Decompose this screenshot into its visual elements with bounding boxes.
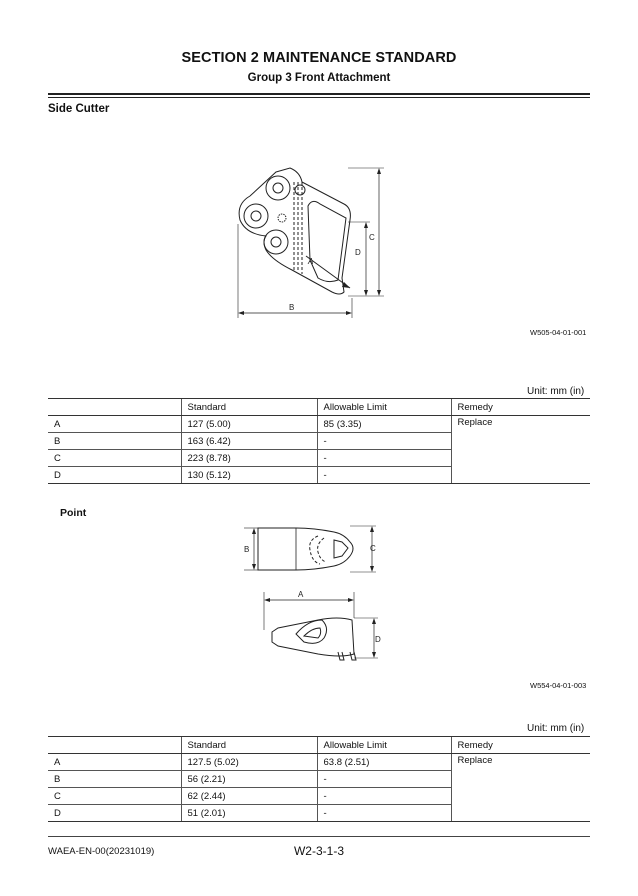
row-label: C <box>48 788 181 805</box>
point-label-d: D <box>375 635 381 644</box>
side-cutter-unit: Unit: mm (in) <box>527 386 585 397</box>
side-cutter-body <box>239 168 350 294</box>
header-cell: Allowable Limit <box>317 399 451 416</box>
side-cutter-heading: Side Cutter <box>48 103 110 115</box>
limit-value: 85 (3.35) <box>317 416 451 433</box>
side-cutter-label-d: D <box>355 248 361 257</box>
side-cutter-label-b: B <box>289 303 295 312</box>
side-cutter-table <box>48 398 590 484</box>
standard-value: 62 (2.44) <box>181 788 317 805</box>
standard-value: 56 (2.21) <box>181 771 317 788</box>
remedy-value: Replace <box>451 754 590 822</box>
standard-value: 130 (5.12) <box>181 467 317 484</box>
row-label: A <box>48 416 181 433</box>
limit-value: - <box>317 771 451 788</box>
limit-value: - <box>317 788 451 805</box>
point-label-a: A <box>298 590 304 599</box>
header-cell: Remedy <box>451 399 590 416</box>
table-row <box>48 416 590 433</box>
limit-value: 63.8 (2.51) <box>317 754 451 771</box>
page-number: W2-3-1-3 <box>293 844 344 858</box>
table-row <box>48 754 590 771</box>
header-rule <box>48 93 590 95</box>
point-heading: Point <box>60 507 87 519</box>
standard-value: 127.5 (5.02) <box>181 754 317 771</box>
group-subtitle: Group 3 Front Attachment <box>247 72 391 84</box>
standard-value: 163 (6.42) <box>181 433 317 450</box>
header-rule-thin <box>48 97 590 98</box>
header-cell: Standard <box>181 399 317 416</box>
limit-value: - <box>317 805 451 822</box>
point-diagram <box>238 520 388 670</box>
point-unit: Unit: mm (in) <box>527 723 585 734</box>
limit-value: - <box>317 450 451 467</box>
standard-value: 51 (2.01) <box>181 805 317 822</box>
section-title: SECTION 2 MAINTENANCE STANDARD <box>181 50 457 66</box>
table-header-row <box>48 399 590 416</box>
row-label: D <box>48 467 181 484</box>
header-cell: Remedy <box>451 737 590 754</box>
point-label-c: C <box>370 544 376 553</box>
footer-rule <box>48 836 590 837</box>
row-label: B <box>48 433 181 450</box>
row-label: A <box>48 754 181 771</box>
point-figure-id: W554-04-01-003 <box>530 681 587 690</box>
row-label: C <box>48 450 181 467</box>
side-cutter-label-c: C <box>369 233 375 242</box>
point-label-b: B <box>244 545 250 554</box>
limit-value: - <box>317 467 451 484</box>
standard-value: 223 (8.78) <box>181 450 317 467</box>
side-cutter-label-a: A <box>308 257 314 266</box>
point-table <box>48 736 590 822</box>
side-cutter-diagram <box>228 160 388 320</box>
header-cell <box>48 399 181 416</box>
limit-value: - <box>317 433 451 450</box>
side-cutter-figure-id: W505-04-01-001 <box>530 328 587 337</box>
standard-value: 127 (5.00) <box>181 416 317 433</box>
header-cell: Allowable Limit <box>317 737 451 754</box>
remedy-value: Replace <box>451 416 590 484</box>
header-cell: Standard <box>181 737 317 754</box>
document-code: WAEA-EN-00(20231019) <box>48 846 155 857</box>
row-label: D <box>48 805 181 822</box>
table-header-row <box>48 737 590 754</box>
header-cell <box>48 737 181 754</box>
row-label: B <box>48 771 181 788</box>
point-side-view <box>258 528 353 570</box>
